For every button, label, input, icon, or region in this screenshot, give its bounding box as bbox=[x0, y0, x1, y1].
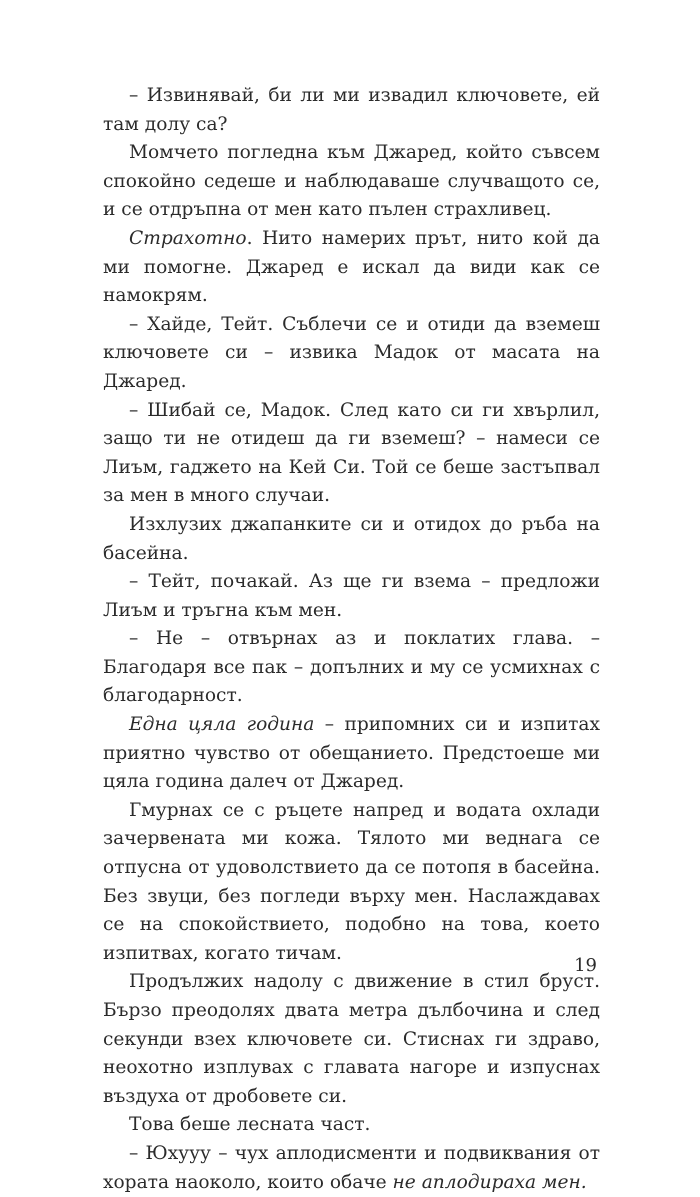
paragraph bbox=[103, 1111, 600, 1140]
text-run: . Нито намерих прът, нито кой да ми помогне. Джаред е искал да види как се намокрям. bbox=[103, 227, 600, 307]
paragraph bbox=[103, 225, 600, 311]
paragraph bbox=[103, 511, 600, 568]
paragraph bbox=[103, 968, 600, 1111]
text-run: Изхлузих джапанките си и отидох до ръба на басейна. bbox=[103, 513, 600, 564]
body-text bbox=[103, 82, 600, 1197]
paragraph bbox=[103, 568, 600, 625]
text-run: Продължих надолу с движение в стил бруст. Бързо преодолях двата метра дълбочина и след секунди взех ключовете си. Стиснах ги здраво, неохотно изплувах с главата нагоре и изпуснах въздуха от дробовете си. bbox=[103, 971, 600, 1107]
paragraph bbox=[103, 311, 600, 397]
text-run: – Извинявай, би ли ми извадил ключовете, ей там долу са? bbox=[103, 85, 600, 135]
text-run: Това беше лесната част. bbox=[129, 1114, 371, 1136]
text-run: – припомних си и изпитах приятно чувство от обещанието. Предстоеше ми цяла година далеч от Джаред. bbox=[103, 714, 600, 793]
paragraph bbox=[103, 1140, 600, 1197]
text-run: – Не – отвърнах аз и поклатих глава. – Благодаря все пак – допълних и му се усмихнах с благодарност. bbox=[103, 628, 600, 707]
text-run: – Юхууу – чух аплодисменти и подвиквания от хората наоколо, които обаче bbox=[103, 1142, 600, 1193]
paragraph bbox=[103, 82, 600, 139]
paragraph bbox=[103, 139, 600, 225]
italic-text: Една цяла година bbox=[129, 714, 315, 736]
italic-text: не аплодираха мен. bbox=[392, 1171, 587, 1193]
text-run: – Тейт, почакай. Аз ще ги взема – предложи Лиъм и тръгна към мен. bbox=[103, 571, 600, 621]
paragraph bbox=[103, 711, 600, 797]
text-run: Гмурнах се с ръцете напред и водата охлади зачервената ми кожа. Тялото ми веднага се отпусна от удоволствието да се потопя в басейна. Без звуци, без погледи върху мен. Наслаждавах се на спокойствието, подобно на това, което изпитвах, когато тичам. bbox=[103, 799, 600, 964]
italic-text: Страхотно bbox=[129, 227, 247, 249]
text-run: – Хайде, Тейт. Съблечи се и отиди да вземеш ключовете си – извика Мадок от масата на Джаред. bbox=[103, 313, 600, 392]
paragraph bbox=[103, 397, 600, 511]
page-number: 19 bbox=[574, 955, 597, 976]
paragraph bbox=[103, 797, 600, 969]
text-run: – Шибай се, Мадок. След като си ги хвърлил, защо ти не отидеш да ги вземеш? – намеси се Лиъм, гаджето на Кей Си. Той се беше застъпвал за мен в много случаи. bbox=[103, 399, 600, 507]
paragraph bbox=[103, 625, 600, 711]
text-run: Момчето погледна към Джаред, който съвсем спокойно седеше и наблюдаваше случващото се, и се отдръпна от мен като пълен страхливец. bbox=[103, 142, 600, 221]
